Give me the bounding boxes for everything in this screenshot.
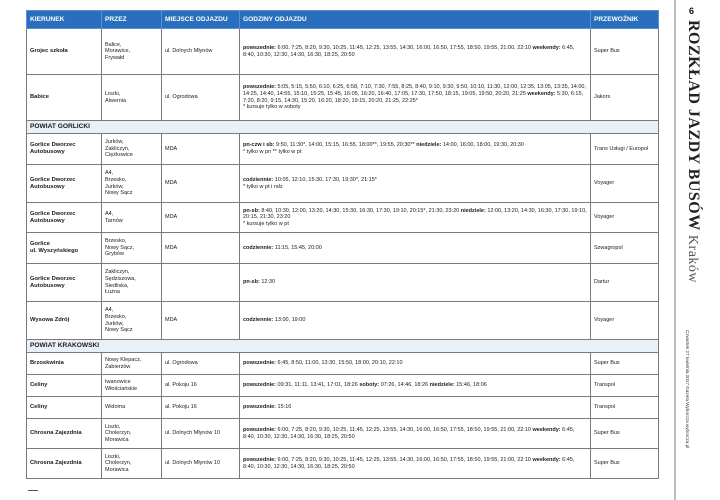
table-row — [27, 134, 659, 165]
cell-miejsce: ul. Ogrodowa — [162, 353, 240, 375]
kierunek-line: Gorlice Dworzec — [30, 142, 76, 149]
table-row — [27, 353, 659, 375]
przez-line: Nowy Klepacz, — [105, 356, 142, 363]
cell-przez — [102, 264, 162, 302]
day-label: weekendy: — [527, 90, 556, 97]
godziny-line — [243, 317, 587, 324]
cell-kierunek — [27, 375, 102, 397]
przez-line: Alwernia — [105, 97, 127, 104]
table-row — [27, 397, 659, 419]
section-row — [27, 121, 659, 134]
cell-przewoznik: Super Bus — [591, 353, 659, 375]
times-text: 12:00, 13:20, 14:30, 16:30, 17:30, 19:10, 20:15, 21:30, 23:20 — [243, 207, 587, 221]
vertical-title — [684, 20, 702, 283]
cell-przez — [102, 75, 162, 121]
przez-line: Brzesko, — [105, 176, 127, 183]
przez-line: Zakliczyn, — [105, 269, 130, 276]
przez-line: Nowy Sącz — [105, 190, 133, 197]
cell-przewoznik: Transpol — [591, 375, 659, 397]
cell-kierunek — [27, 29, 102, 75]
times-text: 07:26, 14:46, 18:26 — [379, 382, 430, 389]
cell-kierunek — [27, 165, 102, 203]
times-text: 8:40, 10:30, 12:00, 13:20, 14:30, 15:30, 16:30, 17:30, 19:10, 20:15*, 21:30, 23:20 — [259, 207, 461, 214]
cell-kierunek — [27, 449, 102, 479]
cell-przewoznik: Dartur — [591, 264, 659, 302]
times-text: * tylko w pt i ndz — [243, 183, 283, 190]
cell-kierunek — [27, 302, 102, 340]
cell-przez — [102, 29, 162, 75]
section-label: POWIAT KRAKOWSKI — [27, 340, 659, 353]
day-label: niedziele: — [460, 207, 486, 214]
przez-line: Włościańskie — [105, 385, 138, 392]
header-przewoznik: PRZEWOŹNIK — [591, 11, 659, 29]
cell-przez — [102, 397, 162, 419]
godziny-line — [243, 45, 587, 58]
cell-kierunek — [27, 419, 102, 449]
cell-przewoznik: Szwagropol — [591, 233, 659, 264]
times-text: 10:05, 12:10, 15:30, 17:30, 19:30*, 21:15* — [273, 176, 377, 183]
times-text: 6:45, 8:40, 10:30, 12:30, 14:30, 16:30, 18:25, 20:50 — [243, 426, 575, 440]
cell-przewoznik: Super Bus — [591, 419, 659, 449]
godziny-line — [243, 245, 587, 252]
header-miejsce: MIEJSCE ODJAZDU — [162, 11, 240, 29]
przez-line: Nowy Sącz, — [105, 244, 135, 251]
przez-line: Liszki, — [105, 423, 121, 430]
kierunek-line: Celiny — [30, 404, 48, 411]
cell-przewoznik: Voyager — [591, 165, 659, 203]
przez-line: Zabierzów — [105, 363, 131, 370]
cell-przez — [102, 419, 162, 449]
przez-line: A4, — [105, 307, 114, 314]
cell-godziny — [240, 302, 591, 340]
przez-line: Frywałd — [105, 54, 125, 61]
times-text: * kursuje tylko w soboty — [243, 104, 301, 111]
cell-godziny — [240, 29, 591, 75]
times-text: 5:05, 5:15, 5:50, 6:10, 6:25, 6:58, 7:10, 7:30, 7:55, 8:25, 8:40, 9:10, 9:30, 9:50, 10:10, 11:30, 12:00, 12:35, 13:05, 13:35, 14:00, 14:25, 14:40, 14:55, 15:10, 15:25, 15:45, 16:05, 16:20, 16:40, 17:05, 17:30, 17:50, 18:15, 19:05, 19:50, 20:20, 21:25 — [243, 84, 586, 97]
day-label: powszednie: — [243, 426, 277, 433]
kierunek-line: Grojec szkoła — [30, 48, 68, 55]
przez-line: Balice, — [105, 41, 122, 48]
cell-kierunek — [27, 75, 102, 121]
cell-godziny — [240, 134, 591, 165]
przez-line: Sędziszowa, — [105, 275, 136, 282]
godziny-line — [243, 84, 587, 104]
section-label: POWIAT GORLICKI — [27, 121, 659, 134]
footer-date: Czwartek 27 kwietnia 2017 Gazeta Wyborcza wyborcza.pl — [685, 330, 690, 449]
kierunek-line: Chrosna Zajezdnia — [30, 460, 82, 467]
przez-line: Morawica — [105, 466, 129, 473]
day-label: pn-sb: — [243, 207, 260, 214]
day-label: weekendy: — [532, 456, 561, 463]
przez-line: Brzesko, — [105, 238, 127, 245]
kierunek-line: Babice — [30, 94, 50, 101]
kierunek-line: Gorlice — [30, 241, 50, 248]
kierunek-line: Chrosna Zajezdnia — [30, 430, 82, 437]
page-number: 6 — [689, 6, 695, 16]
day-label: pn-czw i sb: — [243, 142, 275, 149]
section-row — [27, 340, 659, 353]
przez-line: Iwanowice — [105, 378, 131, 385]
title-city: Kraków — [685, 234, 700, 284]
times-text: 6:00, 7:25, 8:20, 9:30, 10:25, 11:45, 12:25, 13:55, 14:30, 16:00, 16:50, 17:55, 18:50, 19:55, 21:00, 22:10 — [276, 44, 533, 51]
godziny-line — [243, 104, 587, 111]
table-row — [27, 419, 659, 449]
times-text: 15:16 — [276, 404, 292, 411]
przez-line: Liszki, — [105, 453, 121, 460]
kierunek-line: Brzoskwinia — [30, 360, 64, 367]
godziny-line — [243, 404, 587, 411]
side-margin — [662, 0, 720, 500]
cell-miejsce: ul. Dolnych Młynów — [162, 29, 240, 75]
przez-line: Jurków, — [105, 139, 124, 146]
przez-line: A4, — [105, 170, 114, 177]
table-row — [27, 75, 659, 121]
przez-line: Zakliczyn, — [105, 145, 130, 152]
cell-przewoznik: Voyager — [591, 302, 659, 340]
godziny-line — [243, 208, 587, 221]
table-row — [27, 264, 659, 302]
cell-miejsce: MDA — [162, 233, 240, 264]
godziny-line — [243, 360, 587, 367]
godziny-line — [243, 142, 587, 149]
godziny-line — [243, 457, 587, 470]
cell-przez — [102, 165, 162, 203]
przez-line: Jurków, — [105, 183, 124, 190]
cell-godziny — [240, 353, 591, 375]
margin-rule — [674, 0, 676, 500]
times-text: 11:15, 15:45, 20:00 — [273, 244, 322, 251]
table-row — [27, 203, 659, 233]
kierunek-line: Autobusowy — [30, 183, 65, 190]
godziny-line — [243, 149, 587, 156]
przez-line: Jurków, — [105, 320, 124, 327]
times-text: 9:50, 11:30*, 14:00, 15:15, 16:55, 18:00**, 19:55, 20:30** — [274, 142, 417, 149]
day-label: powszednie: — [243, 404, 277, 411]
day-label: niedziele: — [416, 142, 442, 149]
przez-line: Morawice, — [105, 48, 131, 55]
times-text: 12:30 — [259, 279, 276, 286]
cell-przewoznik: Voyager — [591, 203, 659, 233]
cell-godziny — [240, 375, 591, 397]
cell-przez — [102, 449, 162, 479]
header-row — [27, 11, 659, 29]
cell-kierunek — [27, 134, 102, 165]
godziny-line — [243, 184, 587, 191]
cell-godziny — [240, 75, 591, 121]
cell-kierunek — [27, 233, 102, 264]
table-row — [27, 29, 659, 75]
table-row — [27, 302, 659, 340]
times-text: 14:00, 16:00, 18:00, 19:30, 20:30 — [441, 142, 524, 149]
day-label: powszednie: — [243, 44, 277, 51]
cell-godziny — [240, 233, 591, 264]
header-godziny: GODZINY ODJAZDU — [240, 11, 591, 29]
przez-line: Cholerzyn, — [105, 460, 132, 467]
header-przez: PRZEZ — [102, 11, 162, 29]
times-text: 15:46, 18:06 — [454, 382, 487, 389]
times-text: 6:45, 8:50, 11:00, 13:30, 15:50, 18:00, 20:10, 22:10 — [276, 360, 403, 367]
cell-miejsce — [162, 264, 240, 302]
kierunek-line: Gorlice Dworzec — [30, 275, 76, 282]
day-label: weekendy: — [532, 426, 561, 433]
cell-miejsce: al. Pokoju 16 — [162, 375, 240, 397]
przez-line: Morawica — [105, 436, 129, 443]
table-row — [27, 165, 659, 203]
kierunek-line: Celiny — [30, 382, 48, 389]
times-text: 5:30, 6:15, 7:20, 8:20, 9:15, 14:30, 15:20, 16:20, 18:20, 19:15, 20:20, 21:25, 22:25* — [243, 90, 584, 104]
przez-line: Brzesko, — [105, 313, 127, 320]
cell-godziny — [240, 449, 591, 479]
times-text: * tylko w pn ** tylko w pt — [243, 149, 302, 155]
cell-kierunek — [27, 203, 102, 233]
cell-godziny — [240, 165, 591, 203]
cell-miejsce: MDA — [162, 134, 240, 165]
day-label: pn-sb: — [243, 279, 260, 286]
cell-przez — [102, 233, 162, 264]
przez-line: Widoma — [105, 404, 126, 411]
times-text: 09:31, 11:11, 13:41, 17:01, 18:26 — [276, 382, 360, 389]
przez-line: A4, — [105, 210, 114, 217]
cell-miejsce: al. Pokoju 16 — [162, 397, 240, 419]
bottom-mark — [28, 490, 38, 491]
day-label: weekendy: — [532, 44, 561, 51]
times-text: 6:00, 7:25, 8:20, 9:30, 10:25, 11:45, 12:25, 13:55, 14:30, 16:00, 16:50, 17:55, 18:50, 19:55, 21:00, 22:10 — [276, 456, 533, 463]
title-text: ROZKŁAD JAZDY BUSÓW — [685, 20, 702, 231]
godziny-line — [243, 221, 587, 228]
przez-line: Siedliska, — [105, 282, 129, 289]
cell-przez — [102, 134, 162, 165]
kierunek-line: Gorlice Dworzec — [30, 210, 76, 217]
cell-przewoznik: Super Bus — [591, 449, 659, 479]
bus-timetable — [26, 10, 659, 479]
cell-miejsce: ul. Dolnych Młynów 10 — [162, 449, 240, 479]
cell-miejsce: ul. Ogrodowa — [162, 75, 240, 121]
cell-kierunek — [27, 264, 102, 302]
cell-miejsce: MDA — [162, 203, 240, 233]
times-text: 6:00, 7:25, 8:20, 9:30, 10:25, 11:45, 12:25, 13:55, 14:30, 16:00, 16:50, 17:55, 18:50, 19:55, 21:00, 22:10 — [276, 426, 533, 433]
day-label: codziennie: — [243, 244, 274, 251]
day-label: codziennie: — [243, 176, 274, 183]
day-label: niedziele: — [429, 382, 455, 389]
day-label: powszednie: — [243, 84, 277, 91]
cell-przewoznik: Super Bus — [591, 29, 659, 75]
cell-przez — [102, 375, 162, 397]
kierunek-line: Wysowa Zdrój — [30, 317, 70, 324]
przez-line: Cholerzyn, — [105, 430, 132, 437]
table-row — [27, 233, 659, 264]
przez-line: Ciężkowice — [105, 152, 133, 159]
cell-kierunek — [27, 397, 102, 419]
day-label: powszednie: — [243, 456, 277, 463]
day-label: codziennie: — [243, 317, 274, 324]
cell-przewoznik: Transpol — [591, 397, 659, 419]
kierunek-line: ul. Wyszyńskiego — [30, 248, 79, 254]
cell-przez — [102, 302, 162, 340]
cell-miejsce: MDA — [162, 165, 240, 203]
cell-przez — [102, 203, 162, 233]
table-row — [27, 375, 659, 397]
cell-miejsce: MDA — [162, 302, 240, 340]
przez-line: Łużna — [105, 289, 120, 296]
times-text: 6:45, 8:40, 10:30, 12:30, 14:30, 16:30, 18:25, 20:50 — [243, 456, 575, 470]
cell-godziny — [240, 397, 591, 419]
przez-line: Tarnów — [105, 217, 123, 224]
day-label: powszednie: — [243, 382, 277, 389]
godziny-line — [243, 382, 587, 389]
times-text: * kursuje tylko w pt — [243, 220, 289, 227]
cell-godziny — [240, 264, 591, 302]
cell-kierunek — [27, 353, 102, 375]
header-kierunek: KIERUNEK — [27, 11, 102, 29]
cell-godziny — [240, 419, 591, 449]
cell-przewoznik: Jakors — [591, 75, 659, 121]
godziny-line — [243, 427, 587, 440]
godziny-line — [243, 279, 587, 286]
day-label: powszednie: — [243, 360, 277, 367]
timetable-body — [27, 29, 659, 479]
cell-godziny — [240, 203, 591, 233]
kierunek-line: Autobusowy — [30, 149, 65, 155]
cell-przewoznik: Trans Usługi / Europol — [591, 134, 659, 165]
przez-line: Grybów — [105, 251, 124, 258]
przez-line: Nowy Sącz — [105, 327, 133, 334]
cell-miejsce: ul. Dolnych Młynów 10 — [162, 419, 240, 449]
times-text: 6:45, 8:40, 10:30, 12:30, 14:30, 16:30, 18:25, 20:50 — [243, 44, 575, 58]
przez-line: Liszki, — [105, 90, 121, 97]
kierunek-line: Autobusowy — [30, 282, 65, 289]
cell-przez — [102, 353, 162, 375]
kierunek-line: Autobusowy — [30, 217, 65, 224]
table-row — [27, 449, 659, 479]
day-label: soboty: — [359, 382, 380, 389]
times-text: 13:00, 19:00 — [273, 317, 306, 324]
kierunek-line: Gorlice Dworzec — [30, 176, 76, 183]
godziny-line — [243, 177, 587, 184]
timetable-sheet — [26, 10, 658, 479]
